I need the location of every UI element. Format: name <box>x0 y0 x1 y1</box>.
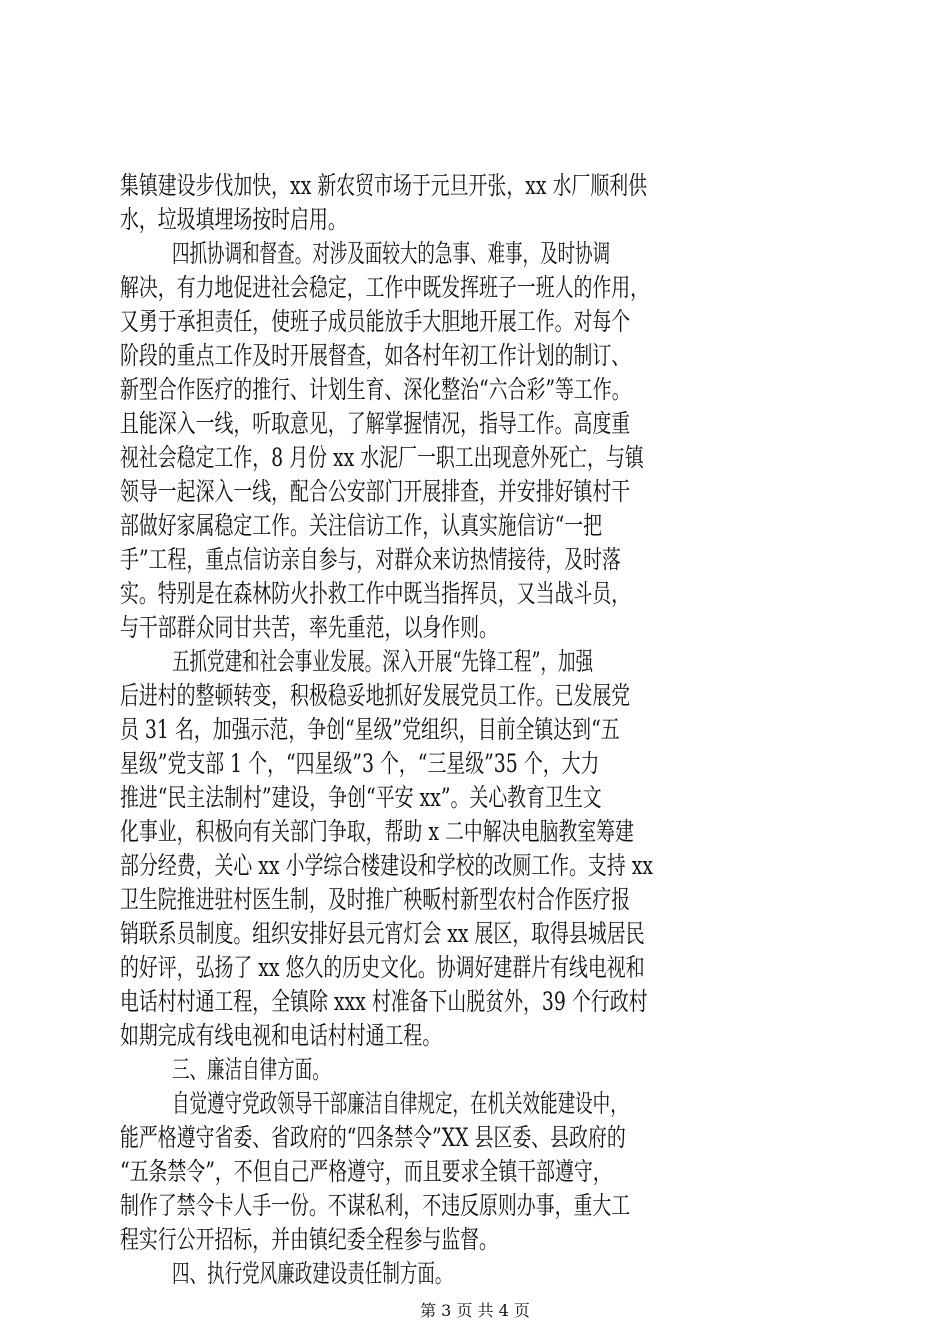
text-line: 领导一起深入一线，配合公安部门开展排查，并安排好镇村干 <box>120 477 631 506</box>
text-line: 化事业，积极向有关部门争取，帮助 x 二中解决电脑教室筹建 <box>120 817 634 846</box>
text-line: 五抓党建和社会事业发展。深入开展“先锋工程”，加强 <box>172 647 594 676</box>
text-line: 水，垃圾填埋场按时启用。 <box>120 205 347 234</box>
text-line: 实。特别是在森林防火扑救工作中既当指挥员，又当战斗员， <box>120 579 631 608</box>
section-heading: 三、廉洁自律方面。 <box>172 1055 330 1084</box>
text-line: 部做好家属稳定工作。关注信访工作，认真实施信访“一把 <box>120 511 603 540</box>
section-heading: 四、执行党风廉政建设责任制方面。 <box>172 1259 453 1288</box>
text-line: 新型合作医疗的推行、计划生育、深化整治“六合彩”等工作。 <box>120 375 631 404</box>
text-line: 后进村的整顿转变，积极稳妥地抓好发展党员工作。已发展党 <box>120 681 631 710</box>
text-line: 销联系员制度。组织安排好县元宵灯会 xx 展区，取得县城居民 <box>120 919 645 948</box>
text-line: 阶段的重点工作及时开展督查，如各村年初工作计划的制订、 <box>120 341 631 370</box>
text-line: “五条禁令”，不但自己严格遵守，而且要求全镇干部遵守， <box>120 1157 612 1186</box>
text-line: 四抓协调和督查。对涉及面较大的急事、难事，及时协调 <box>172 239 611 268</box>
page-footer: 第 3 页 共 4 页 <box>420 1301 530 1320</box>
text-line: 的好评，弘扬了 xx 悠久的历史文化。协调好建群片有线电视和 <box>120 953 645 982</box>
text-line: 星级”党支部 1 个，“四星级”3 个，“三星级”35 个，大力 <box>120 749 600 778</box>
text-line: 视社会稳定工作，8 月份 xx 水泥厂一职工出现意外死亡，与镇 <box>120 443 644 472</box>
text-line: 如期完成有线电视和电话村村通工程。 <box>120 1021 442 1050</box>
text-line: 解决，有力地促进社会稳定，工作中既发挥班子一班人的作用， <box>120 273 650 302</box>
text-line: 推进“民主法制村”建设，争创“平安 xx”。关心教育卫生文 <box>120 783 602 812</box>
text-line: 与干部群众同甘共苦，率先重范，以身作则。 <box>120 613 498 642</box>
text-line: 手”工程，重点信访亲自参与，对群众来访热情接待，及时落 <box>120 545 621 574</box>
text-line: 又勇于承担责任，使班子成员能放手大胆地开展工作。对每个 <box>120 307 631 336</box>
text-line: 制作了禁令卡人手一份。不谋私利，不违反原则办事，重大工 <box>120 1191 631 1220</box>
text-line: 能严格遵守省委、省政府的“四条禁令”XX 县区委、县政府的 <box>120 1123 626 1152</box>
text-line: 卫生院推进驻村医生制，及时推广秧畈村新型农村合作医疗报 <box>120 885 631 914</box>
text-line: 员 31 名，加强示范，争创“星级”党组织，目前全镇达到“五 <box>120 715 620 744</box>
text-line: 且能深入一线，听取意见，了解掌握情况，指导工作。高度重 <box>120 409 631 438</box>
text-line: 电话村村通工程，全镇除 xxx 村准备下山脱贫外，39 个行政村 <box>120 987 648 1016</box>
text-line: 集镇建设步伐加快，xx 新农贸市场于元旦开张，xx 水厂顺利供 <box>120 171 648 200</box>
text-line: 程实行公开招标，并由镇纪委全程参与监督。 <box>120 1225 498 1254</box>
text-line: 部分经费，关心 xx 小学综合楼建设和学校的改厕工作。支持 xx <box>120 851 654 880</box>
text-line: 自觉遵守党政领导干部廉洁自律规定，在机关效能建设中， <box>172 1089 628 1118</box>
